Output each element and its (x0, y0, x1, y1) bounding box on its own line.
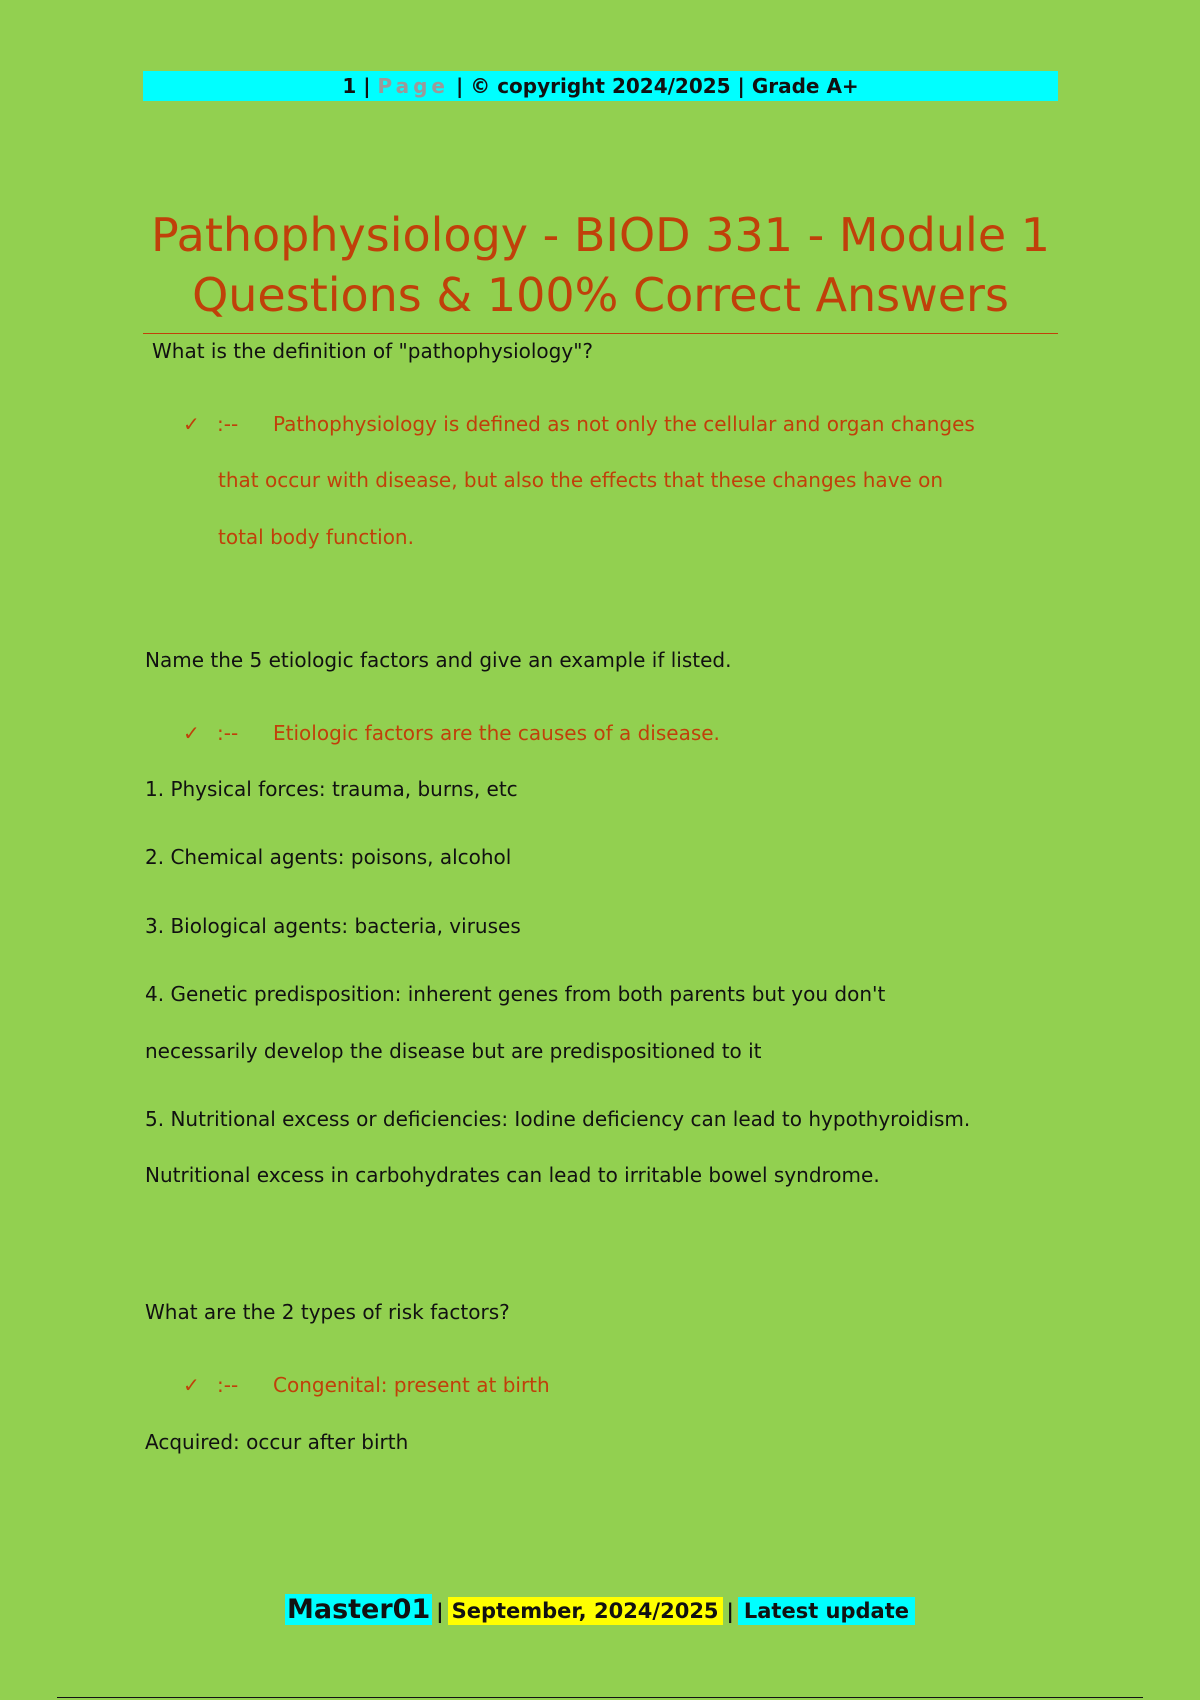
answer-1 (183, 410, 975, 438)
question-3: What are the 2 types of risk factors? (145, 1300, 510, 1324)
grade-text: Grade A+ (751, 74, 859, 98)
answer-prefix: :-- (217, 412, 239, 436)
list-item: 5. Nutritional excess or deficiencies: Iodine deficiency can lead to hypothyroidism. (145, 1107, 971, 1131)
list-item: 2. Chemical agents: poisons, alcohol (145, 845, 512, 869)
answer-2 (183, 719, 720, 747)
list-item: 1. Physical forces: trauma, burns, etc (145, 777, 518, 801)
footer-separator: | (726, 1599, 734, 1623)
footer-date: September, 2024/2025 (448, 1597, 723, 1625)
answer-1-line-3: total body function. (218, 525, 414, 549)
list-item: 3. Biological agents: bacteria, viruses (145, 914, 521, 938)
answer-1-line-1: Pathophysiology is defined as not only the cellular and organ changes (273, 412, 975, 436)
document-title (143, 205, 1058, 325)
title-underline (143, 333, 1058, 334)
title-line-1: Pathophysiology - BIOD 331 - Module 1 (150, 208, 1051, 262)
author-name: Master01 (286, 1594, 431, 1625)
answer-3 (183, 1371, 550, 1399)
question-1: What is the definition of "pathophysiology"? (152, 339, 594, 363)
bottom-rule (57, 1697, 1143, 1698)
check-mark-icon: ✓ (183, 1373, 200, 1397)
header-separator: | (455, 74, 464, 98)
check-mark-icon: ✓ (183, 721, 200, 745)
answer-prefix: :-- (217, 721, 239, 745)
header-separator: | (737, 74, 745, 98)
footer-separator: | (436, 1599, 444, 1623)
list-item-continuation: Nutritional excess in carbohydrates can lead to irritable bowel syndrome. (145, 1163, 880, 1187)
title-line-2: Questions & 100% Correct Answers (192, 268, 1009, 322)
page-footer (0, 1592, 1200, 1629)
answer-3-extra: Acquired: occur after birth (145, 1430, 409, 1454)
list-item: 4. Genetic predisposition: inherent genes from both parents but you don't (145, 982, 886, 1006)
latest-update-badge: Latest update (738, 1597, 915, 1625)
answer-1-line-2: that occur with disease, but also the effects that these changes have on (218, 468, 944, 492)
question-2: Name the 5 etiologic factors and give an example if listed. (145, 648, 732, 672)
page-header (143, 71, 1058, 101)
list-item-continuation: necessarily develop the disease but are predispositioned to it (145, 1039, 762, 1063)
answer-prefix: :-- (217, 1373, 239, 1397)
header-separator: | (363, 74, 371, 98)
copyright-text: © copyright 2024/2025 (470, 74, 731, 98)
answer-3-line-1: Congenital: present at birth (273, 1373, 550, 1397)
check-mark-icon: ✓ (183, 412, 200, 436)
page-word: Page (377, 74, 449, 98)
page-number: 1 (342, 74, 357, 98)
answer-2-line-1: Etiologic factors are the causes of a disease. (273, 721, 720, 745)
